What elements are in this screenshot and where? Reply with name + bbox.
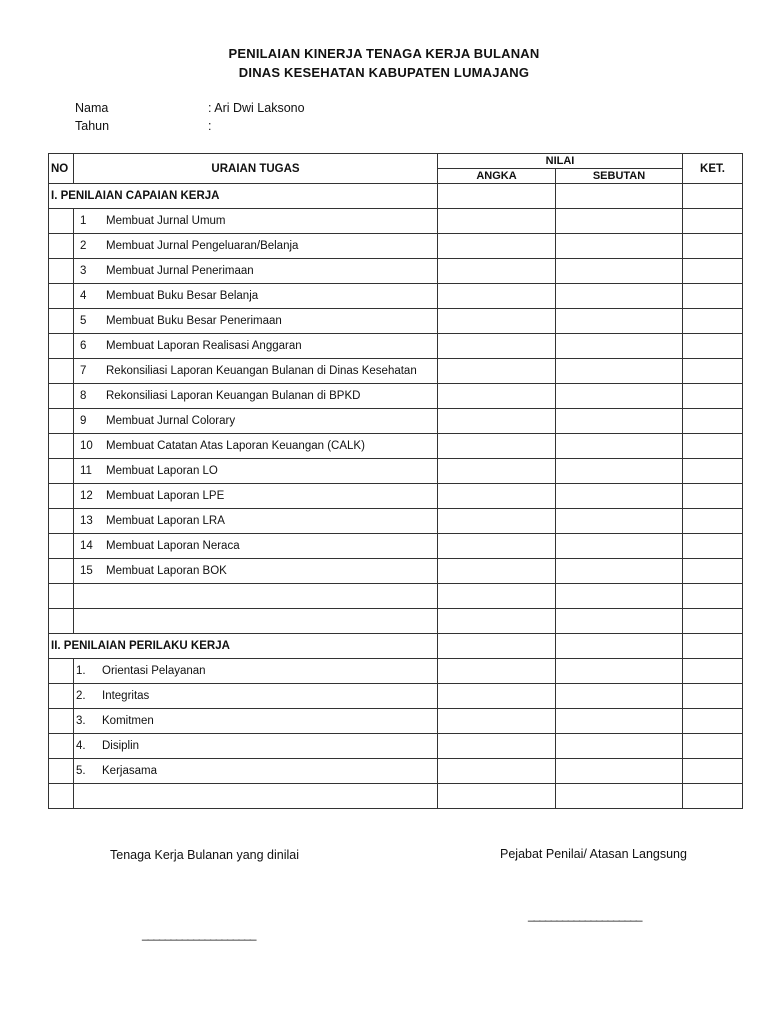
task-cell	[74, 284, 438, 309]
score-cell[interactable]	[683, 459, 743, 484]
task-text: Membuat Jurnal Penerimaan	[106, 265, 254, 277]
table-row	[49, 684, 743, 709]
task-cell	[74, 759, 438, 784]
score-cell[interactable]	[556, 484, 683, 509]
task-cell	[74, 384, 438, 409]
score-cell[interactable]	[438, 409, 556, 434]
score-cell[interactable]	[556, 634, 683, 659]
score-cell[interactable]	[556, 359, 683, 384]
task-cell	[74, 659, 438, 684]
score-cell[interactable]	[438, 759, 556, 784]
score-cell[interactable]	[683, 484, 743, 509]
table-row	[49, 559, 743, 584]
score-cell[interactable]	[438, 684, 556, 709]
score-cell[interactable]	[556, 509, 683, 534]
task-number: 8	[80, 390, 87, 402]
score-cell[interactable]	[438, 784, 556, 809]
score-cell[interactable]	[438, 659, 556, 684]
task-text: Rekonsiliasi Laporan Keuangan Bulanan di Dinas Kesehatan	[106, 365, 417, 377]
score-cell[interactable]	[683, 534, 743, 559]
score-cell[interactable]	[683, 684, 743, 709]
task-number: 1	[80, 215, 87, 227]
task-number: 9	[80, 415, 87, 427]
score-cell[interactable]	[556, 409, 683, 434]
table-row	[49, 359, 743, 384]
score-cell[interactable]	[438, 634, 556, 659]
task-cell	[74, 209, 438, 234]
table-row	[49, 384, 743, 409]
task-text: Integritas	[102, 690, 150, 702]
score-cell[interactable]	[683, 759, 743, 784]
score-cell[interactable]	[438, 584, 556, 609]
task-number: 14	[80, 540, 93, 552]
score-cell[interactable]	[438, 509, 556, 534]
score-cell[interactable]	[438, 309, 556, 334]
section-capaian-kerja: I. PENILAIAN CAPAIAN KERJA	[49, 184, 438, 209]
task-cell	[74, 259, 438, 284]
header-no: NO	[49, 154, 74, 184]
task-number: 5	[80, 315, 87, 327]
score-cell[interactable]	[438, 434, 556, 459]
task-number: 4.	[76, 740, 86, 752]
nama-label: Nama	[75, 101, 109, 115]
signature-left-label: Tenaga Kerja Bulanan yang dinilai	[110, 848, 300, 862]
signature-right-line: ____________________	[528, 908, 642, 922]
nama-value: : Ari Dwi Laksono	[208, 101, 305, 115]
table-row	[49, 759, 743, 784]
task-cell	[74, 334, 438, 359]
score-cell[interactable]	[556, 609, 683, 634]
task-text: Membuat Jurnal Pengeluaran/Belanja	[106, 240, 299, 252]
task-number: 10	[80, 440, 93, 452]
score-cell[interactable]	[556, 334, 683, 359]
score-cell[interactable]	[438, 734, 556, 759]
score-cell[interactable]	[683, 434, 743, 459]
score-cell[interactable]	[683, 259, 743, 284]
header-ket: KET.	[683, 154, 743, 184]
task-text: Membuat Buku Besar Penerimaan	[106, 315, 282, 327]
score-cell[interactable]	[556, 734, 683, 759]
score-cell[interactable]	[438, 384, 556, 409]
task-text: Membuat Laporan LO	[106, 465, 218, 477]
task-text: Kerjasama	[102, 765, 157, 777]
task-cell	[74, 684, 438, 709]
table-row	[49, 484, 743, 509]
tahun-value: :	[208, 119, 212, 133]
task-cell	[74, 434, 438, 459]
task-cell	[74, 309, 438, 334]
score-cell[interactable]	[683, 284, 743, 309]
task-number: 6	[80, 340, 87, 352]
score-cell[interactable]	[438, 359, 556, 384]
blank-row	[49, 609, 743, 634]
task-number: 2.	[76, 690, 86, 702]
score-cell[interactable]	[556, 209, 683, 234]
score-cell[interactable]	[438, 234, 556, 259]
score-cell[interactable]	[556, 759, 683, 784]
task-cell	[74, 534, 438, 559]
score-cell[interactable]	[683, 609, 743, 634]
score-cell[interactable]	[438, 559, 556, 584]
table-row	[49, 434, 743, 459]
score-cell[interactable]	[438, 259, 556, 284]
task-text: Orientasi Pelayanan	[102, 665, 206, 677]
score-cell[interactable]	[438, 609, 556, 634]
table-row	[49, 409, 743, 434]
task-number: 2	[80, 240, 87, 252]
blank-row	[49, 784, 743, 809]
score-cell[interactable]	[683, 334, 743, 359]
table-row	[49, 534, 743, 559]
score-cell[interactable]	[683, 309, 743, 334]
score-cell[interactable]	[556, 709, 683, 734]
task-number: 3	[80, 265, 87, 277]
score-cell[interactable]	[683, 409, 743, 434]
task-cell	[74, 734, 438, 759]
table-row	[49, 734, 743, 759]
score-cell[interactable]	[556, 659, 683, 684]
task-text: Membuat Jurnal Umum	[106, 215, 226, 227]
blank-row	[49, 584, 743, 609]
score-cell[interactable]	[438, 484, 556, 509]
signature-left-line: ____________________	[142, 927, 256, 941]
task-text: Membuat Laporan Neraca	[106, 540, 240, 552]
task-text: Komitmen	[102, 715, 154, 727]
table-row	[49, 209, 743, 234]
score-cell[interactable]	[556, 259, 683, 284]
score-cell[interactable]	[556, 434, 683, 459]
score-cell[interactable]	[556, 284, 683, 309]
task-cell	[74, 709, 438, 734]
score-cell[interactable]	[438, 284, 556, 309]
table-row	[49, 284, 743, 309]
task-cell	[74, 409, 438, 434]
task-text: Membuat Buku Besar Belanja	[106, 290, 259, 302]
score-cell[interactable]	[683, 584, 743, 609]
task-number: 13	[80, 515, 93, 527]
table-row	[49, 309, 743, 334]
score-cell[interactable]	[556, 309, 683, 334]
tahun-label: Tahun	[75, 119, 110, 133]
task-text: Membuat Laporan LRA	[106, 515, 225, 527]
task-number: 5.	[76, 765, 86, 777]
task-text: Disiplin	[102, 740, 140, 752]
score-cell[interactable]	[556, 584, 683, 609]
score-cell[interactable]	[438, 334, 556, 359]
task-number: 4	[80, 290, 87, 302]
score-cell[interactable]	[683, 509, 743, 534]
score-cell[interactable]	[556, 684, 683, 709]
table-row	[49, 659, 743, 684]
score-cell[interactable]	[683, 709, 743, 734]
score-cell[interactable]	[556, 559, 683, 584]
score-cell[interactable]	[683, 634, 743, 659]
score-cell[interactable]	[556, 234, 683, 259]
assessment-table	[48, 153, 743, 809]
task-text: Rekonsiliasi Laporan Keuangan Bulanan di BPKD	[106, 390, 361, 402]
header-nilai: NILAI	[438, 154, 683, 169]
score-cell[interactable]	[556, 784, 683, 809]
task-cell	[74, 234, 438, 259]
task-number: 11	[80, 465, 92, 477]
score-cell[interactable]	[438, 209, 556, 234]
header-uraian: URAIAN TUGAS	[74, 154, 438, 184]
score-cell[interactable]	[556, 384, 683, 409]
header-angka: ANGKA	[438, 169, 556, 184]
score-cell[interactable]	[438, 709, 556, 734]
score-cell[interactable]	[683, 659, 743, 684]
score-cell[interactable]	[683, 359, 743, 384]
score-cell[interactable]	[683, 784, 743, 809]
task-number: 3.	[76, 715, 86, 727]
task-text: Membuat Catatan Atas Laporan Keuangan (CALK)	[106, 440, 365, 452]
table-row	[49, 334, 743, 359]
task-number: 7	[80, 365, 87, 377]
table-row	[49, 259, 743, 284]
task-text: Membuat Laporan LPE	[106, 490, 225, 502]
task-text: Membuat Jurnal Colorary	[106, 415, 236, 427]
section-perilaku-kerja: II. PENILAIAN PERILAKU KERJA	[49, 634, 438, 659]
header-sebutan: SEBUTAN	[556, 169, 683, 184]
score-cell[interactable]	[683, 559, 743, 584]
score-cell[interactable]	[556, 534, 683, 559]
task-cell	[74, 559, 438, 584]
document-subtitle: DINAS KESEHATAN KABUPATEN LUMAJANG	[238, 65, 530, 80]
signature-right-label: Pejabat Penilai/ Atasan Langsung	[500, 847, 687, 861]
task-text: Membuat Laporan Realisasi Anggaran	[106, 340, 302, 352]
task-text: Membuat Laporan BOK	[106, 565, 227, 577]
table-row	[49, 634, 743, 659]
table-row	[49, 234, 743, 259]
table-row	[49, 509, 743, 534]
task-cell	[74, 459, 438, 484]
table-row	[49, 459, 743, 484]
task-cell	[74, 509, 438, 534]
document-title: PENILAIAN KINERJA TENAGA KERJA BULANAN	[228, 46, 540, 61]
score-cell[interactable]	[683, 384, 743, 409]
score-cell[interactable]	[438, 459, 556, 484]
task-cell	[74, 484, 438, 509]
score-cell[interactable]	[683, 234, 743, 259]
score-cell[interactable]	[556, 459, 683, 484]
score-cell[interactable]	[438, 534, 556, 559]
score-cell[interactable]	[683, 734, 743, 759]
score-cell[interactable]	[683, 209, 743, 234]
task-number: 1.	[76, 665, 86, 677]
task-number: 15	[80, 565, 93, 577]
task-number: 12	[80, 490, 93, 502]
table-row	[49, 709, 743, 734]
task-cell	[74, 359, 438, 384]
